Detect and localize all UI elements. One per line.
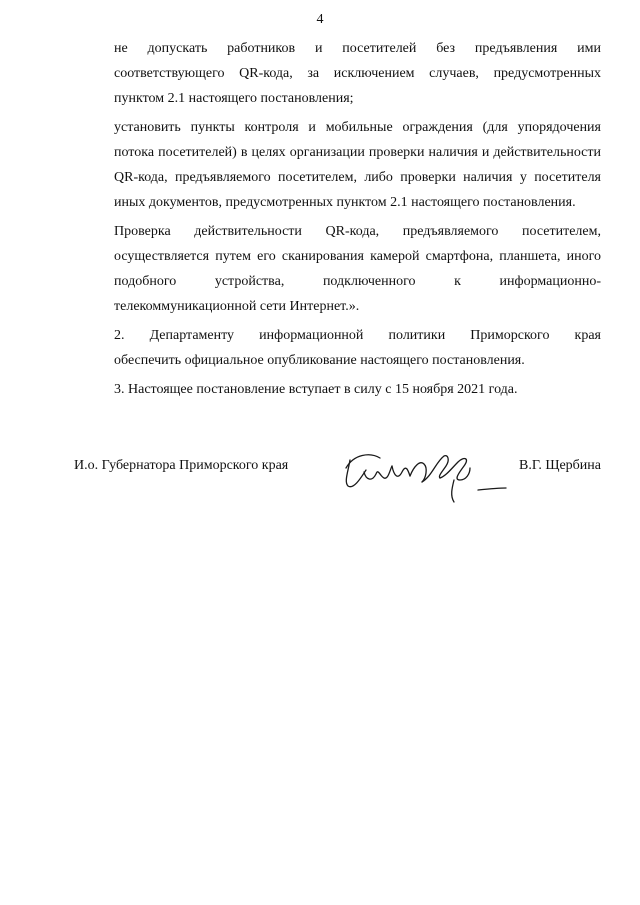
text-line: 3. Настоящее постановление вступает в силу с 15 ноября 2021 года. bbox=[114, 382, 518, 397]
handwritten-signature bbox=[336, 446, 508, 510]
text-line: телекоммуникационной сети Интернет.». bbox=[114, 299, 360, 314]
paragraph-item-3 bbox=[74, 377, 601, 402]
signatory-name: В.Г. Щербина bbox=[518, 458, 601, 473]
text-line: QR-кода, предъявляемого посетителем, либо проверки наличия у посетителя bbox=[114, 170, 601, 185]
paragraph-qr-requirement bbox=[74, 36, 601, 111]
page-number: 4 bbox=[316, 12, 324, 27]
text-line: иных документов, предусмотренных пунктом 2.1 настоящего постановления. bbox=[114, 195, 576, 210]
signatory-position: И.о. Губернатора Приморского края bbox=[74, 458, 289, 473]
paragraph-qr-verification bbox=[74, 219, 601, 319]
text-line: подобного устройства, подключенного к информационно- bbox=[114, 274, 601, 289]
text-line: соответствующего QR-кода, за исключением случаев, предусмотренных bbox=[114, 66, 601, 81]
text-line: 2. Департаменту информационной политики Приморского края bbox=[114, 328, 601, 343]
signature-block bbox=[74, 454, 601, 514]
text-line: пунктом 2.1 настоящего постановления; bbox=[114, 91, 354, 106]
text-line: обеспечить официальное опубликование настоящего постановления. bbox=[114, 353, 525, 368]
text-line: установить пункты контроля и мобильные ограждения (для упорядочения bbox=[114, 120, 601, 135]
text-line: Проверка действительности QR-кода, предъявляемого посетителем, bbox=[114, 224, 601, 239]
paragraph-item-2 bbox=[74, 323, 601, 373]
document-body bbox=[74, 36, 601, 406]
text-line: осуществляется путем его сканирования камерой смартфона, планшета, иного bbox=[114, 249, 601, 264]
paragraph-control-points bbox=[74, 115, 601, 215]
text-line: не допускать работников и посетителей без предъявления ими bbox=[114, 41, 601, 56]
text-line: потока посетителей) в целях организации проверки наличия и действительности bbox=[114, 145, 601, 160]
